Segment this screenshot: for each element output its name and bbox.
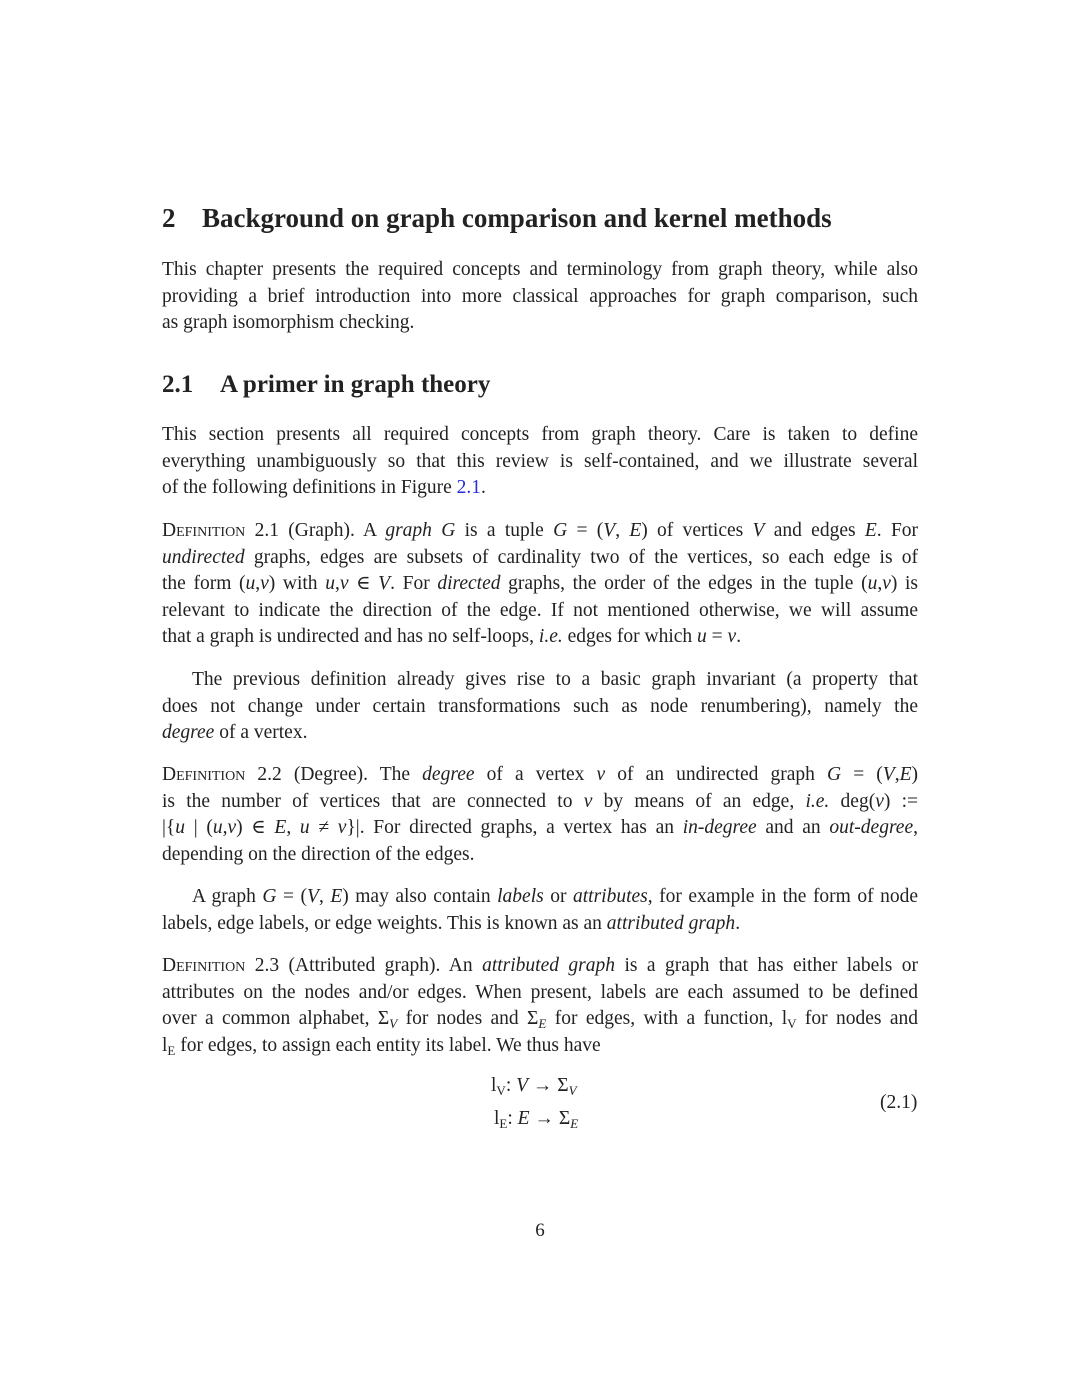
text-segment: ) := — [883, 790, 918, 812]
text-segment: depending on the direction of the edges. — [162, 843, 475, 865]
eq-function-sub: V — [496, 1083, 506, 1098]
text-segment: is a tuple — [455, 520, 554, 541]
text-line — [162, 1033, 918, 1060]
text-segment: ) may also contain — [342, 886, 498, 907]
text-segment: of the following definitions in Figure — [162, 477, 457, 499]
eq-colon: : — [507, 1108, 518, 1129]
definition-2-1 — [162, 518, 918, 651]
text-segment: , — [222, 817, 228, 839]
text-segment: by means of an edge, — [592, 790, 806, 812]
eq-arrow: → Σ — [529, 1108, 571, 1129]
chapter-title: Background on graph comparison and kernel methods — [202, 203, 832, 233]
text-segment: This chapter presents the required concepts and terminology from graph theory, while also — [162, 259, 918, 280]
text-segment: Definition — [162, 955, 246, 976]
text-segment: ) with — [268, 573, 326, 595]
text-segment: V — [378, 573, 391, 595]
paragraph-chapter-intro — [162, 257, 918, 337]
text-segment: for edges, with a function, l — [546, 1008, 788, 1030]
eq-colon: : — [505, 1075, 517, 1096]
paragraph-section-intro — [162, 422, 918, 502]
text-segment: and edges — [764, 520, 865, 541]
text-segment: attributes — [573, 886, 648, 907]
text-line — [162, 598, 918, 625]
eq-function: l — [491, 1075, 497, 1096]
text-segment: . For — [876, 520, 919, 541]
text-segment: = ( — [567, 520, 604, 541]
text-segment: directed — [437, 573, 501, 595]
text-segment: , — [894, 764, 900, 785]
text-line — [162, 842, 918, 869]
text-segment: v — [339, 573, 349, 595]
definition-2-2 — [162, 762, 918, 868]
text-segment: This section presents all required concepts from graph theory. Care is taken to define — [162, 424, 918, 445]
text-line — [162, 911, 918, 938]
text-segment: E — [538, 1016, 547, 1032]
text-segment: = ( — [841, 764, 883, 785]
text-segment: V — [603, 520, 616, 541]
text-line — [162, 667, 918, 694]
page-number: 6 — [535, 1220, 545, 1241]
text-segment: V — [787, 1016, 797, 1032]
text-segment: of a vertex — [474, 764, 597, 785]
text-segment: . — [736, 626, 742, 648]
text-segment: the form ( — [162, 573, 246, 595]
text-segment: G — [262, 886, 277, 907]
text-segment: of an undirected graph — [605, 764, 827, 785]
text-segment: ) is — [890, 573, 918, 595]
eq-codomain-sub: V — [568, 1083, 577, 1098]
text-segment: . — [735, 912, 741, 934]
chapter-heading — [162, 203, 832, 234]
text-segment: in-degree — [682, 817, 757, 839]
text-segment: is a graph that has either labels or — [615, 955, 918, 976]
section-number: 2.1 — [162, 371, 194, 398]
text-line — [162, 310, 918, 337]
text-segment: does not change under certain transformations such as node renumbering), namely the — [162, 695, 918, 717]
text-segment: over a common alphabet, Σ — [162, 1008, 390, 1030]
text-segment: u — [299, 817, 310, 839]
text-segment: E — [899, 764, 912, 785]
section-title: A primer in graph theory — [220, 371, 491, 398]
text-segment: 2.2 (Degree). The — [245, 764, 423, 785]
text-segment: for edges, to assign each entity its label. We thus have — [175, 1034, 601, 1056]
text-segment: u — [175, 817, 186, 839]
text-segment: ) ∈ — [236, 817, 275, 839]
text-segment: |{ — [162, 817, 176, 839]
text-segment: , — [286, 817, 300, 839]
text-segment: is the number of vertices that are connected to — [162, 790, 584, 812]
chapter-number: 2 — [162, 203, 176, 233]
text-line — [162, 257, 918, 284]
text-line — [162, 720, 918, 747]
text-segment: G — [553, 520, 568, 541]
text-segment: or — [543, 886, 573, 907]
text-segment: = — [706, 626, 728, 648]
text-line — [162, 980, 918, 1007]
text-segment: . For — [390, 573, 438, 595]
text-segment: that a graph is undirected and has no self-loops, — [162, 626, 539, 648]
text-line — [162, 545, 918, 572]
text-segment: for nodes and — [796, 1008, 918, 1030]
text-line — [162, 1006, 918, 1033]
text-segment: graph G — [385, 520, 456, 541]
text-segment: , — [615, 520, 630, 541]
text-segment: labels, edge labels, or edge weights. This is known as an — [162, 912, 607, 934]
text-segment: v — [337, 817, 347, 839]
text-segment: graphs, the order of the edges in the tuple ( — [500, 573, 868, 595]
text-segment: u — [212, 817, 223, 839]
text-line — [162, 789, 918, 816]
equation-line-label-edges — [494, 1108, 578, 1130]
text-segment: v — [882, 573, 891, 595]
text-segment: 2.3 (Attributed graph). An — [245, 955, 483, 976]
definition-2-3 — [162, 953, 918, 1059]
text-segment: . — [481, 477, 486, 499]
text-line — [162, 762, 918, 789]
text-segment: }|. For directed graphs, a vertex has an — [346, 817, 683, 839]
text-segment: of a vertex. — [214, 722, 308, 744]
text-line — [162, 694, 918, 721]
text-segment: deg( — [829, 790, 876, 812]
text-segment: undirected — [162, 546, 245, 568]
text-segment: , — [318, 886, 331, 907]
eq-domain: V — [516, 1075, 529, 1096]
text-segment: u — [867, 573, 878, 595]
text-segment: v — [583, 790, 593, 812]
text-segment: G — [827, 764, 842, 785]
text-line — [162, 284, 918, 311]
text-segment: graphs, edges are subsets of cardinality two of the vertices, so each edge is of — [244, 546, 918, 568]
text-segment: as graph isomorphism checking. — [162, 312, 415, 334]
text-segment: v — [875, 790, 884, 812]
text-segment: for nodes and Σ — [397, 1008, 539, 1030]
eq-function-sub: E — [499, 1116, 508, 1131]
text-segment: u — [245, 573, 256, 595]
text-line — [162, 571, 918, 598]
text-segment: v — [727, 626, 737, 648]
text-segment: v — [260, 573, 269, 595]
text-segment: providing a brief introduction into more classical approaches for graph comparison, such — [162, 285, 918, 307]
text-segment: attributed graph — [482, 955, 616, 976]
text-segment: ∈ — [348, 573, 379, 595]
text-segment: ) — [911, 764, 918, 785]
text-segment: attributed graph — [606, 912, 736, 934]
text-segment: and an — [756, 817, 830, 839]
text-segment: attributes on the nodes and/or edges. When present, labels are each assumed to be defined — [162, 981, 918, 1003]
text-segment: v — [596, 764, 606, 785]
text-segment: relevant to indicate the direction of the edge. If not mentioned otherwise, we will assume — [162, 599, 918, 621]
text-line — [162, 518, 918, 545]
text-segment: E — [330, 886, 343, 907]
text-line — [162, 953, 918, 980]
text-segment: , — [255, 573, 261, 595]
text-segment: i.e. — [538, 626, 563, 648]
section-heading — [162, 371, 490, 399]
text-segment: A graph — [192, 886, 263, 907]
text-segment: E — [864, 520, 877, 541]
eq-domain: E — [517, 1108, 530, 1129]
text-segment: u — [697, 626, 707, 648]
text-segment: u — [325, 573, 335, 595]
text-segment: , — [913, 817, 918, 839]
text-line — [162, 815, 918, 842]
text-segment: , for example in the form of node — [647, 886, 919, 907]
text-segment: ≠ — [309, 817, 338, 839]
text-line — [162, 884, 918, 911]
text-segment: The previous definition already gives rise to a basic graph invariant (a property that — [192, 669, 918, 690]
text-segment: Definition — [162, 520, 246, 541]
equation-number: (2.1) — [880, 1092, 918, 1113]
text-segment: labels — [497, 886, 544, 907]
text-segment: out-degree — [829, 817, 914, 839]
text-segment: E — [167, 1042, 176, 1058]
text-line — [162, 624, 918, 651]
text-segment: i.e. — [805, 790, 830, 812]
text-segment: degree — [162, 722, 215, 744]
eq-arrow: → Σ — [528, 1075, 569, 1096]
paragraph-degree-intro — [162, 667, 918, 747]
text-segment: ) of vertices — [641, 520, 753, 541]
text-segment: l — [162, 1034, 168, 1056]
text-segment: V — [389, 1016, 398, 1032]
text-line — [162, 422, 918, 449]
text-line — [162, 449, 918, 476]
text-segment: V — [882, 764, 895, 785]
text-segment: = ( — [276, 886, 308, 907]
text-segment: v — [227, 817, 237, 839]
text-segment: 2.1 (Graph). A — [245, 520, 386, 541]
text-segment: V — [307, 886, 319, 907]
text-segment: , — [334, 573, 340, 595]
eq-codomain-sub: E — [570, 1116, 579, 1131]
text-segment: edges for which — [562, 626, 698, 648]
text-segment: E — [274, 817, 287, 839]
text-segment: | ( — [185, 817, 213, 839]
text-segment: degree — [422, 764, 475, 785]
equation-line-label-vertices — [491, 1075, 577, 1097]
text-segment: everything unambiguously so that this review is self-contained, and we illustrate several — [162, 450, 918, 472]
text-segment: , — [877, 573, 883, 595]
text-segment: V — [752, 520, 765, 541]
paragraph-attributed-intro — [162, 884, 918, 937]
text-segment: E — [629, 520, 642, 541]
text-segment: Definition — [162, 764, 246, 785]
text-line — [162, 475, 918, 502]
figure-reference-link[interactable]: 2.1 — [456, 477, 482, 499]
eq-function: l — [494, 1108, 500, 1129]
